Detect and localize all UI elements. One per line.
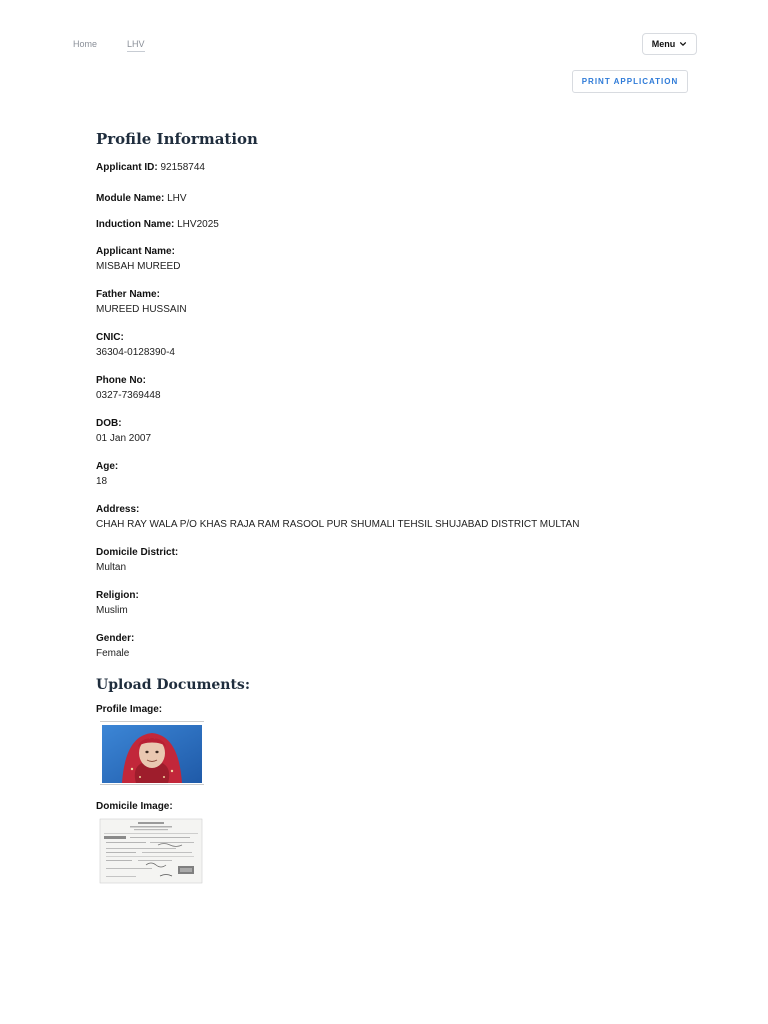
- phone-value: 0327-7369448: [96, 390, 161, 401]
- profile-image-thumbnail[interactable]: [100, 721, 204, 785]
- gender-field: [96, 631, 716, 661]
- induction-name-label: Induction Name:: [96, 219, 175, 230]
- domicile-image-label: Domicile Image:: [96, 801, 173, 812]
- print-application-button[interactable]: PRINT APPLICATION: [572, 70, 688, 93]
- religion-label: Religion:: [96, 590, 139, 601]
- domicile-district-label: Domicile District:: [96, 547, 179, 558]
- module-name-field: [96, 191, 716, 206]
- menu-button-label: Menu: [651, 39, 676, 49]
- applicant-name-field: [96, 244, 716, 274]
- upload-documents-heading: Upload Documents:: [96, 677, 250, 693]
- induction-name-value: LHV2025: [177, 219, 219, 230]
- profile-photo-image: [102, 725, 202, 783]
- domicile-document-image: [98, 818, 204, 884]
- module-name-value: LHV: [167, 193, 187, 204]
- cnic-field: [96, 330, 716, 360]
- applicant-name-value: MISBAH MUREED: [96, 261, 181, 272]
- gender-label: Gender:: [96, 633, 135, 644]
- age-value: 18: [96, 476, 108, 487]
- domicile-image-thumbnail[interactable]: [98, 818, 204, 884]
- religion-field: [96, 588, 716, 618]
- breadcrumb: [73, 39, 145, 52]
- dob-field: [96, 416, 716, 446]
- applicant-id-field: [96, 160, 716, 175]
- applicant-id-value: 92158744: [160, 162, 205, 173]
- applicant-id-label: Applicant ID:: [96, 162, 158, 173]
- father-name-label: Father Name:: [96, 289, 160, 300]
- age-field: [96, 459, 716, 489]
- domicile-district-field: [96, 545, 716, 575]
- menu-button[interactable]: [642, 33, 697, 55]
- module-name-label: Module Name:: [96, 193, 165, 204]
- induction-name-field: [96, 217, 716, 232]
- phone-field: [96, 373, 716, 403]
- profile-information-heading: Profile Information: [96, 130, 258, 148]
- dob-label: DOB:: [96, 418, 122, 429]
- profile-image-label: Profile Image:: [96, 704, 163, 715]
- chevron-down-icon: [679, 40, 687, 48]
- father-name-field: [96, 287, 716, 317]
- address-label: Address:: [96, 504, 140, 515]
- address-value: CHAH RAY WALA P/O KHAS RAJA RAM RASOOL PUR SHUMALI TEHSIL SHUJABAD DISTRICT MULTAN: [96, 519, 580, 530]
- religion-value: Muslim: [96, 605, 128, 616]
- address-field: [96, 502, 716, 532]
- cnic-label: CNIC:: [96, 332, 124, 343]
- domicile-district-value: Multan: [96, 562, 127, 573]
- gender-value: Female: [96, 648, 130, 659]
- profile-content: [96, 130, 716, 884]
- age-label: Age:: [96, 461, 119, 472]
- breadcrumb-current-link[interactable]: LHV: [127, 39, 145, 52]
- applicant-name-label: Applicant Name:: [96, 246, 175, 257]
- breadcrumb-home-link[interactable]: Home: [73, 39, 98, 49]
- phone-label: Phone No:: [96, 375, 146, 386]
- dob-value: 01 Jan 2007: [96, 433, 152, 444]
- father-name-value: MUREED HUSSAIN: [96, 304, 187, 315]
- cnic-value: 36304-0128390-4: [96, 347, 175, 358]
